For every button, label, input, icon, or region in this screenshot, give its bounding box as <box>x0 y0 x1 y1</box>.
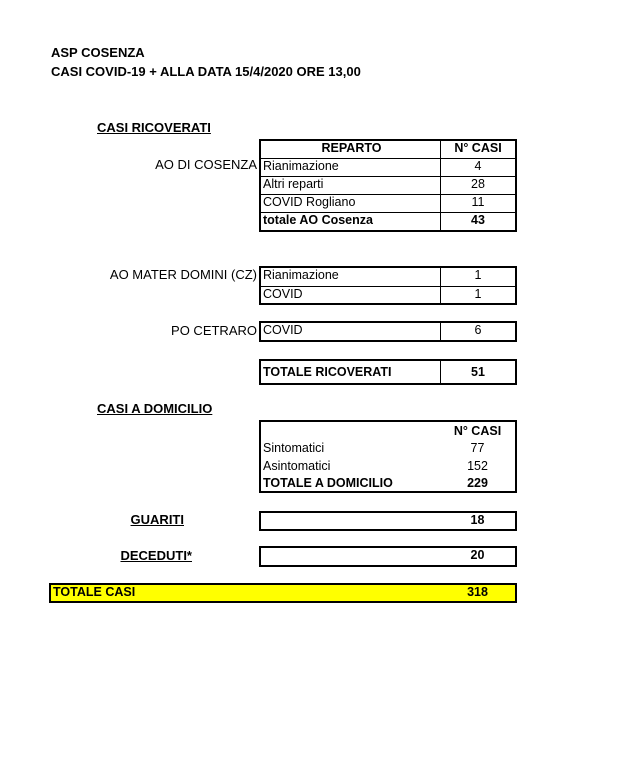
table-row <box>261 268 515 286</box>
totale-ricoverati-row <box>261 361 515 383</box>
label-guariti: GUARITI <box>130 512 184 527</box>
total-value-cell: 43 <box>440 213 515 230</box>
table-total-row <box>261 212 515 230</box>
document-subtitle: CASI COVID-19 + ALLA DATA 15/4/2020 ORE 13,00 <box>51 64 361 79</box>
casi-cell: 1 <box>440 268 515 286</box>
reparto-cell: COVID Rogliano <box>263 195 356 209</box>
domicilio-label-cell: Sintomatici <box>263 441 325 455</box>
label-ao-mater-domini: AO MATER DOMINI (CZ) <box>109 267 257 282</box>
totale-casi-label: TOTALE CASI <box>53 585 136 599</box>
table-row <box>261 441 515 459</box>
col-header-reparto: REPARTO <box>321 141 382 155</box>
casi-cell: 1 <box>440 287 515 304</box>
section-title-domicilio: CASI A DOMICILIO <box>97 401 213 416</box>
casi-cell: 11 <box>440 195 515 212</box>
table-row <box>261 323 515 340</box>
guariti-row <box>261 513 515 529</box>
casi-cell: 4 <box>440 159 515 176</box>
domicilio-value-cell: 152 <box>467 459 488 473</box>
col-header-casi: N° CASI <box>453 424 502 438</box>
section-title-ricoverati: CASI RICOVERATI <box>97 120 211 135</box>
reparto-cell: Altri reparti <box>263 177 324 191</box>
table-header-row <box>261 424 515 442</box>
table-header-row <box>261 141 515 158</box>
deceduti-box <box>259 546 517 567</box>
total-value-cell: 229 <box>467 476 488 490</box>
table-row <box>261 176 515 194</box>
casi-cell: 28 <box>440 177 515 194</box>
table-row <box>261 158 515 176</box>
totale-ricoverati-value: 51 <box>440 361 515 383</box>
totale-casi-value: 318 <box>467 585 488 599</box>
table-row <box>261 194 515 212</box>
table-domicilio <box>259 420 517 493</box>
label-po-cetraro: PO CETRARO <box>171 323 257 338</box>
label-deceduti: DECEDUTI* <box>120 548 192 563</box>
totale-ricoverati-box <box>259 359 517 385</box>
document-title: ASP COSENZA <box>51 45 145 60</box>
col-header-casi: N° CASI <box>440 141 515 158</box>
reparto-cell: COVID <box>263 287 303 301</box>
totale-ricoverati-label: TOTALE RICOVERATI <box>263 365 392 379</box>
guariti-value: 18 <box>470 513 485 527</box>
casi-cell: 6 <box>440 323 515 340</box>
totale-casi-row <box>51 585 515 601</box>
reparto-cell: Rianimazione <box>263 159 339 173</box>
domicilio-value-cell: 77 <box>470 441 485 455</box>
domicilio-label-cell: Asintomatici <box>263 459 331 473</box>
deceduti-value: 20 <box>470 548 485 562</box>
guariti-box <box>259 511 517 531</box>
totale-casi-bar <box>49 583 517 603</box>
reparto-cell: Rianimazione <box>263 268 339 282</box>
reparto-cell: COVID <box>263 323 303 337</box>
deceduti-row <box>261 548 515 565</box>
table-mater-domini <box>259 266 517 305</box>
table-ao-cosenza <box>259 139 517 232</box>
table-po-cetraro <box>259 321 517 342</box>
total-label-cell: TOTALE A DOMICILIO <box>263 476 393 490</box>
table-row <box>261 286 515 304</box>
table-row <box>261 459 515 477</box>
table-total-row <box>261 476 515 492</box>
label-ao-cosenza: AO DI COSENZA <box>155 157 257 172</box>
total-label-cell: totale AO Cosenza <box>263 213 373 227</box>
